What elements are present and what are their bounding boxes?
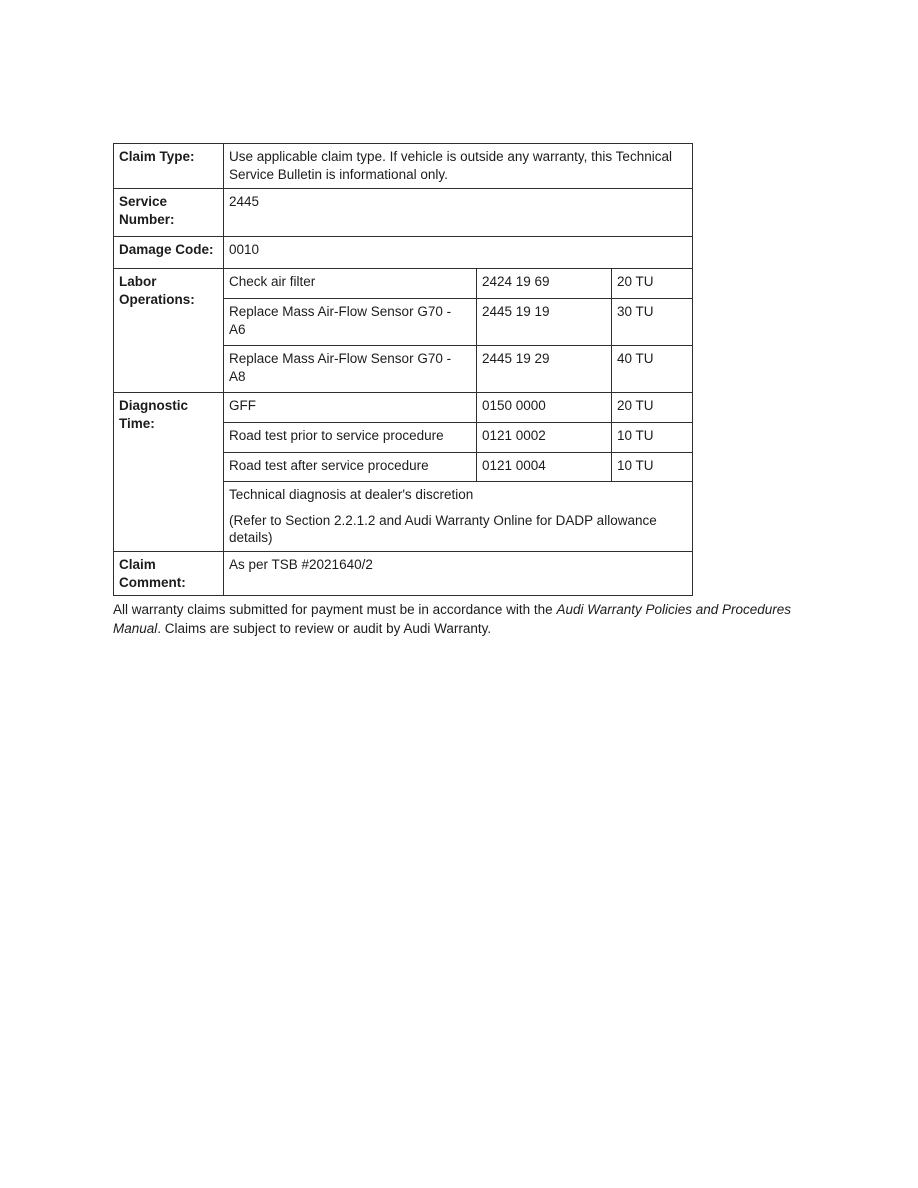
- service-number-value: 2445: [224, 189, 693, 237]
- service-number-label: Service Number:: [114, 189, 224, 237]
- diagnostic-time-row: [114, 393, 693, 423]
- labor-time-cell: 40 TU: [612, 346, 693, 393]
- damage-code-value: 0010: [224, 237, 693, 269]
- labor-operations-label: Labor Operations:: [114, 269, 224, 393]
- diagnostic-note-line1: Technical diagnosis at dealer's discretion: [229, 487, 474, 502]
- disclaimer-text-after: . Claims are subject to review or audit by Audi Warranty.: [157, 621, 492, 636]
- warranty-claim-table: [113, 143, 693, 596]
- claim-comment-value: As per TSB #2021640/2: [224, 552, 693, 596]
- claim-comment-row: [114, 552, 693, 596]
- claim-comment-label: Claim Comment:: [114, 552, 224, 596]
- damage-code-label: Damage Code:: [114, 237, 224, 269]
- diagnostic-code-cell: 0150 0000: [477, 393, 612, 423]
- labor-code-cell: 2424 19 69: [477, 269, 612, 299]
- labor-time-cell: 20 TU: [612, 269, 693, 299]
- claim-type-label: Claim Type:: [114, 144, 224, 189]
- labor-operation-row: [114, 269, 693, 299]
- claim-type-value: Use applicable claim type. If vehicle is outside any warranty, this Technical Service Bulletin is informational only.: [224, 144, 693, 189]
- diagnostic-code-cell: 0121 0004: [477, 453, 612, 482]
- labor-code-cell: 2445 19 29: [477, 346, 612, 393]
- claim-type-row: [114, 144, 693, 189]
- service-number-row: [114, 189, 693, 237]
- diagnostic-note-cell: [224, 482, 693, 552]
- diagnostic-time-cell: 10 TU: [612, 453, 693, 482]
- disclaimer-text-before: All warranty claims submitted for payment must be in accordance with the: [113, 602, 557, 617]
- diagnostic-time-cell: 20 TU: [612, 393, 693, 423]
- labor-description-cell: Replace Mass Air-Flow Sensor G70 - A6: [224, 299, 477, 346]
- labor-description-cell: Replace Mass Air-Flow Sensor G70 - A8: [224, 346, 477, 393]
- disclaimer-manual-title: Audi Warranty Policies and Procedures Manual: [113, 602, 792, 636]
- labor-description-cell: Check air filter: [224, 269, 477, 299]
- diagnostic-description-cell: GFF: [224, 393, 477, 423]
- damage-code-row: [114, 237, 693, 269]
- diagnostic-time-cell: 10 TU: [612, 423, 693, 453]
- labor-time-cell: 30 TU: [612, 299, 693, 346]
- warranty-disclaimer: [113, 600, 803, 638]
- diagnostic-time-label: Diagnostic Time:: [114, 393, 224, 552]
- diagnostic-description-cell: Road test prior to service procedure: [224, 423, 477, 453]
- diagnostic-code-cell: 0121 0002: [477, 423, 612, 453]
- diagnostic-note-line2: (Refer to Section 2.2.1.2 and Audi Warranty Online for DADP allowance details): [229, 512, 657, 545]
- diagnostic-description-cell: Road test after service procedure: [224, 453, 477, 482]
- labor-code-cell: 2445 19 19: [477, 299, 612, 346]
